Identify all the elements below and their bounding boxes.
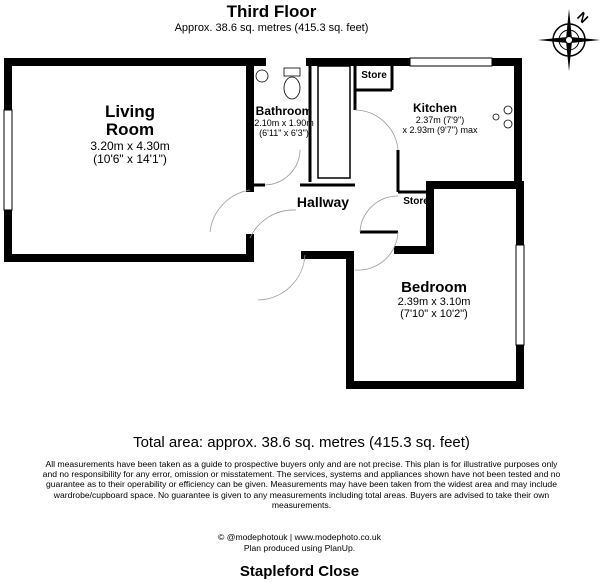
photographer-credit: © @modephotouk | www.modephoto.co.uk <box>218 532 381 542</box>
living-room-imperial: (10'6" x 14'1") <box>93 152 167 166</box>
compass-north-label: N <box>574 8 592 27</box>
hallway-label: Hallway <box>296 194 350 210</box>
bathroom-dimensions <box>248 118 320 138</box>
kitchen-dimensions <box>385 115 495 135</box>
bedroom-dimensions <box>375 296 493 320</box>
disclaimer-text: All measurements have been taken as a guide to prospective buyers only and are not precise. This plan is for illustrative purposes only and no responsibility for any error, omission or misstatement. The services, systems and appliances shown have not been tested and no guarantee as to their operability or efficiency can be given. Measurements may have been taken from the widest area and may include wardrobe/cupboard space. No guarantee is given to any measurements including total areas. Buyers are advised to take their own measurements. <box>42 459 561 510</box>
bedroom-imperial: (7'10" x 10'2") <box>400 308 468 320</box>
store-top-label: Store <box>361 70 387 81</box>
living-room-label-line2: Room <box>105 120 155 139</box>
floor-title: Third Floor <box>226 2 317 21</box>
total-area: Total area: approx. 38.6 sq. metres (415.3 sq. feet) <box>133 434 470 451</box>
bathroom-imperial: (6'11" x 6'3") <box>259 128 309 138</box>
kitchen-imperial: x 2.93m (9'7") max <box>402 125 478 135</box>
floor-area: Approx. 38.6 sq. metres (415.3 sq. feet) <box>174 22 369 34</box>
plan-credit: Plan produced using PlanUp. <box>243 543 356 553</box>
kitchen-metric: 2.37m (7'9") <box>415 115 465 125</box>
living-room-label-line1: Living <box>104 102 156 121</box>
store-hall-label: Store <box>403 196 429 207</box>
bedroom-metric: 2.39m x 3.10m <box>397 296 471 308</box>
living-room-label <box>80 103 180 139</box>
bathroom-label: Bathroom <box>255 104 313 118</box>
property-address: Stapleford Close <box>239 563 360 580</box>
bedroom-label: Bedroom <box>401 279 467 296</box>
living-room-dimensions <box>70 140 190 166</box>
living-room-metric: 3.20m x 4.30m <box>90 139 170 153</box>
bathroom-metric: 2.10m x 1.90m <box>254 118 314 128</box>
kitchen-label: Kitchen <box>412 101 457 115</box>
